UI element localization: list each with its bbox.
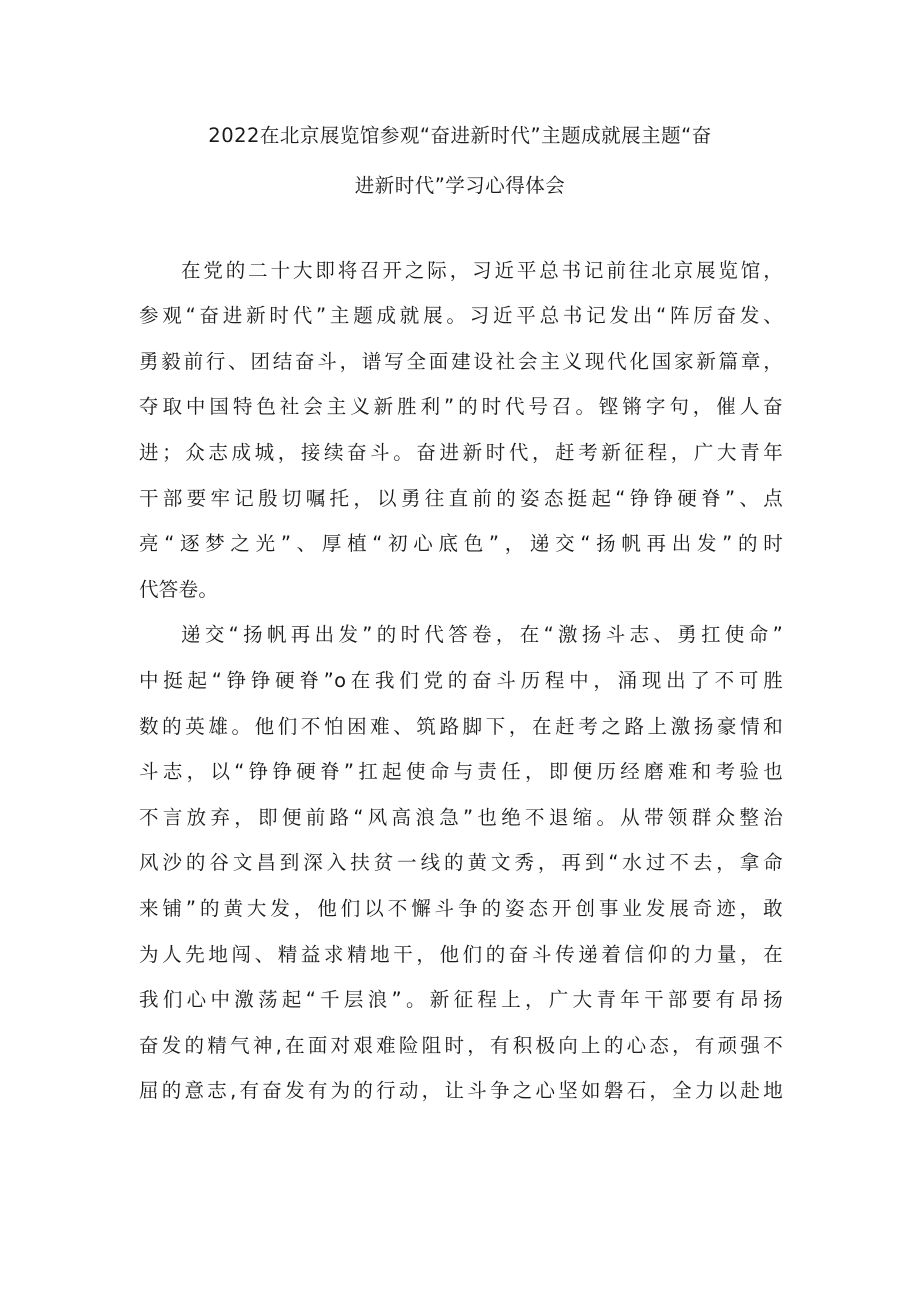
paragraph-2-line-3: 数的英雄。他们不怕困难、筑路脚下，在赶考之路上激扬豪情和 xyxy=(139,715,783,738)
paragraph-1-line-6: 干部要牢记殷切嘱托，以勇往直前的姿态挺起“铮铮硬脊”、点 xyxy=(139,487,783,510)
paragraph-2-line-5: 不言放弃，即便前路“风高浪急”也绝不退缩。从带领群众整治 xyxy=(139,806,783,829)
paragraph-2-line-10: 奋发的精气神,在面对艰难险阻时，有积极向上的心态，有顽强不 xyxy=(139,1034,783,1057)
paragraph-1-line-8: 代答卷。 xyxy=(139,578,219,601)
document-title-line-2: 进新时代”学习心得体会 xyxy=(354,174,566,197)
paragraph-2-line-11: 屈的意志,有奋发有为的行动，让斗争之心坚如磐石，全力以赴地 xyxy=(139,1079,783,1102)
document-title-line-1: 2022在北京展览馆参观“奋进新时代”主题成就展主题“奋 xyxy=(208,124,712,147)
paragraph-2-line-4: 斗志，以“铮铮硬脊”扛起使命与责任，即便历经磨难和考验也 xyxy=(139,760,783,783)
paragraph-2-line-9: 我们心中激荡起“千层浪”。新征程上，广大青年干部要有昂扬 xyxy=(139,988,783,1011)
paragraph-1-line-3: 勇毅前行、团结奋斗，谱写全面建设社会主义现代化国家新篇章， xyxy=(139,350,783,373)
paragraph-1-line-7: 亮“逐梦之光”、厚植“初心底色”，递交“扬帆再出发”的时 xyxy=(139,532,783,555)
paragraph-1-line-5: 进；众志成城，接续奋斗。奋进新时代，赶考新征程，广大青年 xyxy=(139,441,783,464)
paragraph-2-line-2: 中挺起“铮铮硬脊”o在我们党的奋斗历程中，涌现出了不可胜 xyxy=(139,669,783,692)
paragraph-2-line-7: 来铺”的黄大发，他们以不懈斗争的姿态开创事业发展奇迹，敢 xyxy=(139,897,783,920)
paragraph-1-line-2: 参观“奋进新时代”主题成就展。习近平总书记发出“阵厉奋发、 xyxy=(139,304,783,327)
paragraph-2-line-1: 递交“扬帆再出发”的时代答卷，在“激扬斗志、勇扛使命” xyxy=(181,623,783,646)
paragraph-1-line-4: 夺取中国特色社会主义新胜利”的时代号召。铿锵字句，催人奋 xyxy=(139,395,783,418)
paragraph-2-line-8: 为人先地闯、精益求精地干，他们的奋斗传递着信仰的力量，在 xyxy=(139,943,783,966)
paragraph-2-line-6: 风沙的谷文昌到深入扶贫一线的黄文秀，再到“水过不去，拿命 xyxy=(139,851,783,874)
paragraph-1-line-1: 在党的二十大即将召开之际，习近平总书记前往北京展览馆， xyxy=(181,259,783,282)
